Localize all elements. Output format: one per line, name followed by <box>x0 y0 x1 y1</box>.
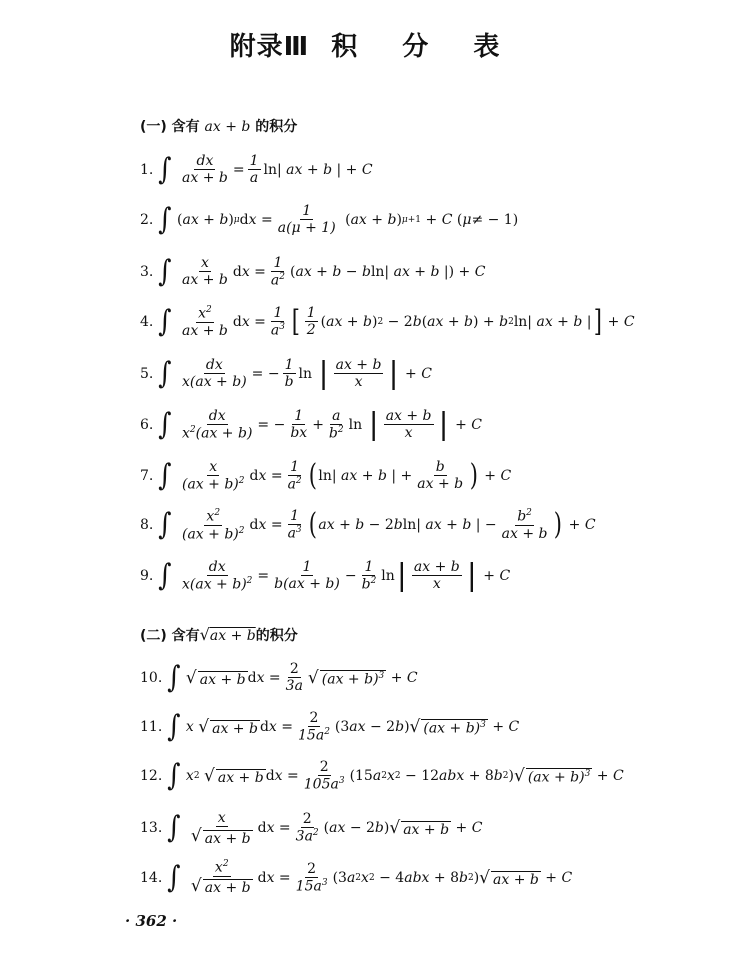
formula-number: 10. <box>140 669 163 686</box>
formula-number: 12. <box>140 767 163 784</box>
formula-6: 6. ∫ dx $x^2(ax + b)$ = − 1 bx + a $b^2$ ln | ax + b x | + C <box>140 406 482 442</box>
title-main: 积 分 表 <box>331 32 518 62</box>
formula-number: 11. <box>140 718 163 735</box>
formula-number: 8. <box>140 517 154 534</box>
formula-number: 9. <box>140 567 154 584</box>
formula-number: 2. <box>140 211 154 228</box>
formula-13: 13. ∫ x √ ax + b d x = 2 $3a^2$ ( ax − 2 b ) √ ax + b + C <box>140 810 483 847</box>
formula-5: 5. ∫ dx x(ax + b) = − 1 b ln | ax + b x | + C <box>140 355 432 391</box>
formula-3: 3. ∫ x ax + b d x = 1 $a^2$ ( ax + b − b ln| ax + b |) + C <box>140 253 486 289</box>
formula-number: 6. <box>140 416 154 433</box>
formula-14: 14. ∫ $x^2$ √ ax + b d x = 2 $15a^3$ (3 a 2 x 2 − 4 abx + 8 b 2 ) √ ax + b + C <box>140 859 573 897</box>
formula-10: 10. ∫ √ ax + b d x = 2 3a √ (ax + b)$^3$ + C <box>140 659 418 695</box>
formula-2: 2. ∫ ( ax + b ) μ d x = 1 a(μ + 1) ( ax + b ) μ+1 + C ( μ ≠ − 1) <box>140 201 519 237</box>
section-heading-2: (二) 含有√ax + b的积分 <box>140 625 298 644</box>
formula-8: 8. ∫ $x^2$ (ax + b)$^2$ d x = 1 $a^3$ ( ax + b − 2 b ln| ax + b | − $b^2$ ax + b ) + C <box>140 507 596 543</box>
formula-7: 7. ∫ x (ax + b)$^2$ d x = 1 $a^2$ ( ln| ax + b | + b ax + b ) + C <box>140 457 512 493</box>
formula-number: 1. <box>140 161 154 178</box>
formula-1: 1. ∫ dx ax + b = 1 a ln| ax + b | + C <box>140 151 373 187</box>
formula-number: 5. <box>140 365 154 382</box>
page-title <box>0 26 747 63</box>
formula-number: 13. <box>140 820 163 837</box>
formula-9: 9. ∫ dx x(ax + b)$^2$ = 1 b(ax + b) − 1 $b^2$ ln | ax + b x | + C <box>140 557 511 593</box>
formula-number: 4. <box>140 313 154 330</box>
formula-number: 7. <box>140 467 154 484</box>
formula-11: 11. ∫ x √ ax + b d x = 2 $15a^2$ (3 ax − 2 b ) √ (ax + b)$^3$ + C <box>140 708 520 744</box>
formula-number: 3. <box>140 263 154 280</box>
formula-number: 14. <box>140 869 163 886</box>
title-prefix: 附录Ⅲ <box>229 32 310 62</box>
page-number: · 362 · <box>125 912 178 930</box>
section-heading-1: (一) 含有 ax + b 的积分 <box>140 119 298 135</box>
formula-12: 12. ∫ x 2 √ ax + b d x = 2 $105a^3$ (15 a 2 x 2 − 12 abx + 8 b 2 ) √ (ax + b)$^3$ + C <box>140 757 624 793</box>
formula-4: 4. ∫ $x^2$ ax + b d x = 1 $a^3$ [ 1 2 ( ax + b ) 2 − 2 b ( ax + b ) + b 2 ln| ax + b | ] + C <box>140 303 635 339</box>
